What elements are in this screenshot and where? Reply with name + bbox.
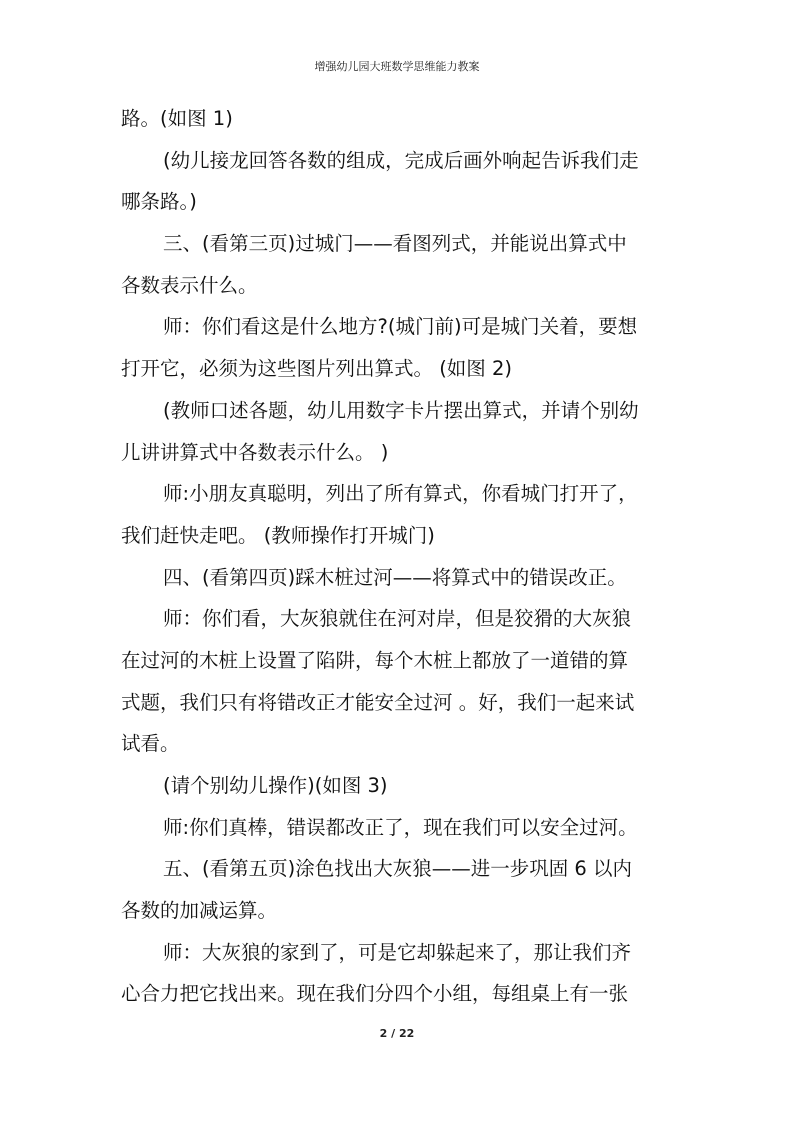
text-line: 路。(如图 1)	[121, 107, 233, 130]
text-line: 师：你们看，大灰狼就住在河对岸，但是狡猾的大灰狼	[163, 607, 632, 631]
text-line: 在过河的木桩上设置了陷阱，每个木桩上都放了一道错的算	[121, 648, 629, 672]
text-line: 我们赶快走吧。 (教师操作打开城门)	[121, 523, 435, 547]
text-line: 各数的加减运算。	[121, 899, 278, 923]
document-body	[121, 98, 677, 1015]
page-number: 2 / 22	[379, 1027, 415, 1040]
text-line: 四、(看第四页)踩木桩过河——将算式中的错误改正。	[163, 565, 627, 589]
text-line: 三、(看第三页)过城门——看图列式，并能说出算式中	[163, 232, 627, 256]
text-line: (幼儿接龙回答各数的组成，完成后画外响起告诉我们走	[163, 148, 639, 172]
text-line: 哪条路。)	[121, 190, 197, 214]
text-line: 师：你们看这是什么地方?(城门前)可是城门关着，要想	[163, 315, 638, 339]
text-line: (请个别幼儿操作)(如图 3)	[163, 774, 388, 797]
text-line: 儿讲讲算式中各数表示什么。 )	[121, 440, 389, 464]
text-line: 五、(看第五页)涂色找出大灰狼——进一步巩固 6 以内	[163, 857, 633, 881]
text-line: 打开它，必须为这些图片列出算式。 (如图 2)	[121, 357, 513, 381]
text-line: 各数表示什么。	[121, 273, 258, 297]
text-line: 师：大灰狼的家到了，可是它却躲起来了，那让我们齐	[163, 940, 632, 964]
text-line: 试看。	[121, 732, 180, 756]
text-line: 师:小朋友真聪明，列出了所有算式，你看城门打开了，	[163, 482, 638, 506]
text-line: (教师口述各题，幼儿用数字卡片摆出算式，并请个别幼	[163, 398, 639, 422]
text-line: 心合力把它找出来。现在我们分四个小组，每组桌上有一张	[121, 982, 629, 1006]
text-line: 式题，我们只有将错改正才能安全过河 。好，我们一起来试	[121, 690, 635, 714]
page-header: 增强幼儿园大班数学思维能力教案	[314, 60, 480, 73]
text-line: 师:你们真棒，错误都改正了，现在我们可以安全过河。	[163, 815, 638, 839]
